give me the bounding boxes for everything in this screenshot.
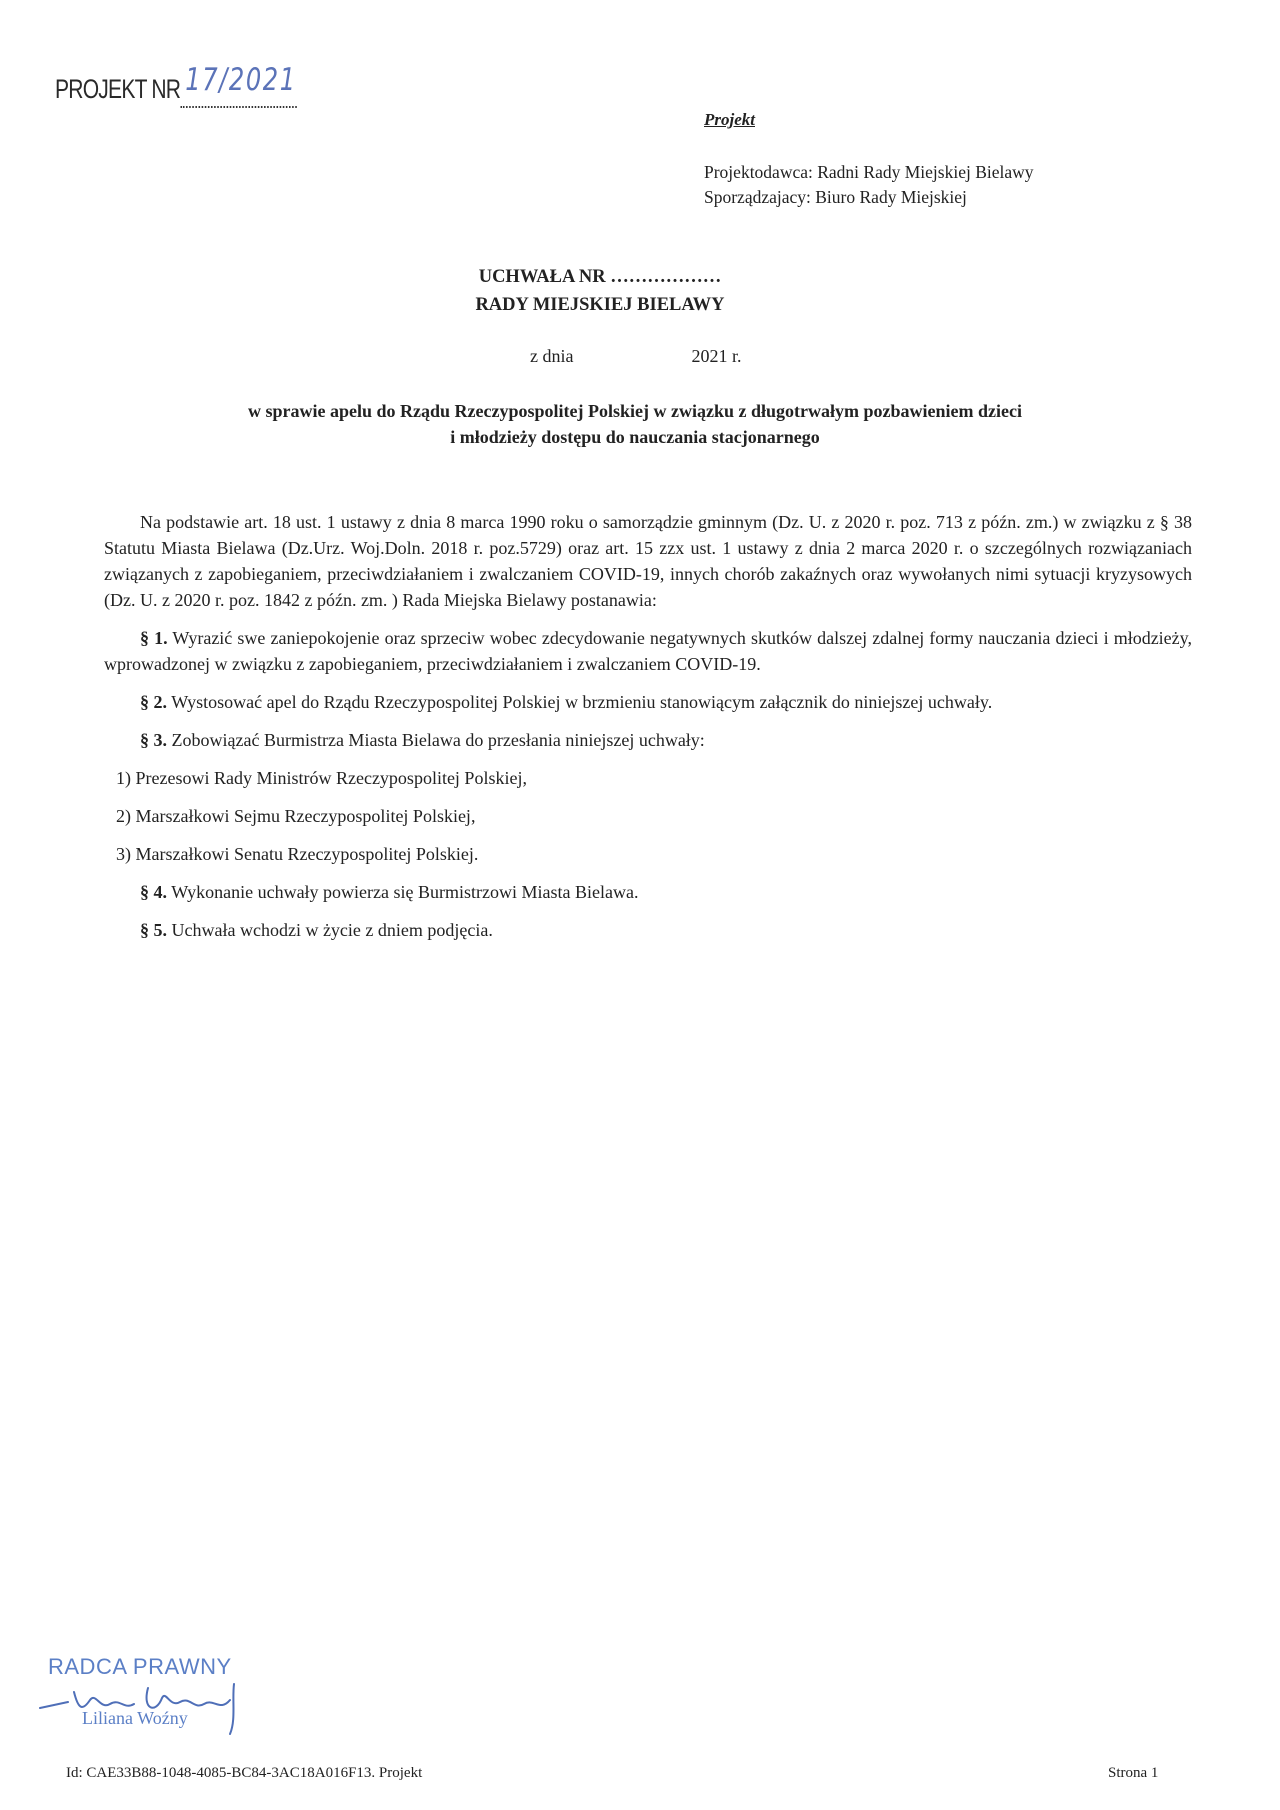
paragraph-5-number: § 5. [140,920,167,940]
projekt-number-stamp [55,62,297,108]
paragraph-2-text: Wystosować apel do Rządu Rzeczypospolitej Polskiej w brzmieniu stanowiącym załącznik do niniejszej uchwały. [171,692,993,712]
footer-document-id: Id: CAE33B88-1048-4085-BC84-3AC18A016F13. Projekt [66,1765,423,1781]
title-line-1: UCHWAŁA NR ……………… [478,267,722,287]
preamble: Na podstawie art. 18 ust. 1 ustawy z dnia 8 marca 1990 roku o samorządzie gminnym (Dz. U. z 2020 r. poz. 713 z późn. zm.) w związku z § 38 Statutu Miasta Bielawa (Dz.Urz. Woj.Doln. 2018 r. poz.5729) oraz art. 15 zzx ust. 1 ustawy z dnia 2 marca 2020 r. o szczególnych rozwiązaniach związanych z zapobieganiem, przeciwdziałaniem i zwalczaniem COVID-19, innych chorób zakaźnych oraz wywołanych nimi sytuacji kryzysowych (Dz. U. z 2020 r. poz. 1842 z późn. zm. ) Rada Miejska Bielawy postanawia: [104,512,1192,610]
document-meta [704,160,1034,210]
paragraph-5-text: Uchwała wchodzi w życie z dniem podjęcia. [171,920,493,940]
paragraph-4-text: Wykonanie uchwały powierza się Burmistrzowi Miasta Bielawa. [171,882,639,902]
sporzadzajacy: Sporządzajacy: Biuro Rady Miejskiej [704,187,967,207]
paragraph-4 [104,879,1192,905]
resolution-title [0,263,1280,319]
paragraph-3 [104,727,1192,753]
paragraph-3-text: Zobowiązać Burmistrza Miasta Bielawa do przesłania niniejszej uchwały: [171,730,705,750]
projektodawca: Projektodawca: Radni Rady Miejskiej Bielawy [704,162,1034,182]
stamp-dots [180,62,297,108]
resolution-body [104,509,1192,955]
subject-line-2: i młodzieży dostępu do nauczania stacjonarnego [450,427,820,447]
list-item: 3) Marszałkowi Senatu Rzeczypospolitej Polskiej. [116,844,479,864]
subject-line-1: w sprawie apelu do Rządu Rzeczypospolitej Polskiej w związku z długotrwałym pozbawieniem dzieci [248,401,1022,421]
paragraph-1-number: § 1. [140,628,168,648]
footer-page-number: Strona 1 [1108,1765,1159,1781]
paragraph-1-text: Wyrazić swe zaniepokojenie oraz sprzeciw wobec zdecydowanie negatywnych skutków dalszej zdalnej formy nauczania dzieci i młodzieży, wprowadzonej w związku z zapobieganiem, przeciwdziałaniem i zwalczaniem COVID-19. [104,628,1192,674]
stamp-prefix: PROJEKT NR [55,74,181,104]
paragraph-5 [104,917,1192,943]
stamp-title: RADCA PRAWNY [48,1654,232,1679]
list-item: 2) Marszałkowi Sejmu Rzeczypospolitej Polskiej, [116,806,476,826]
resolution-subject [0,398,1280,450]
projekt-label: Projekt [704,110,755,129]
paragraph-2 [104,689,1192,715]
stamp-name: Liliana Woźny [82,1708,188,1728]
list-item: 1) Prezesowi Rady Ministrów Rzeczypospolitej Polskiej, [116,768,527,788]
paragraph-3-number: § 3. [140,730,167,750]
stamp-number: 17/2021 [185,62,297,98]
paragraph-1 [104,625,1192,677]
paragraph-2-number: § 2. [140,692,167,712]
title-line-2: RADY MIEJSKIEJ BIELAWY [475,295,725,315]
date-prefix: z dnia [530,346,574,366]
date-line [530,346,742,367]
date-suffix: 2021 r. [691,346,742,366]
paragraph-4-number: § 4. [140,882,167,902]
